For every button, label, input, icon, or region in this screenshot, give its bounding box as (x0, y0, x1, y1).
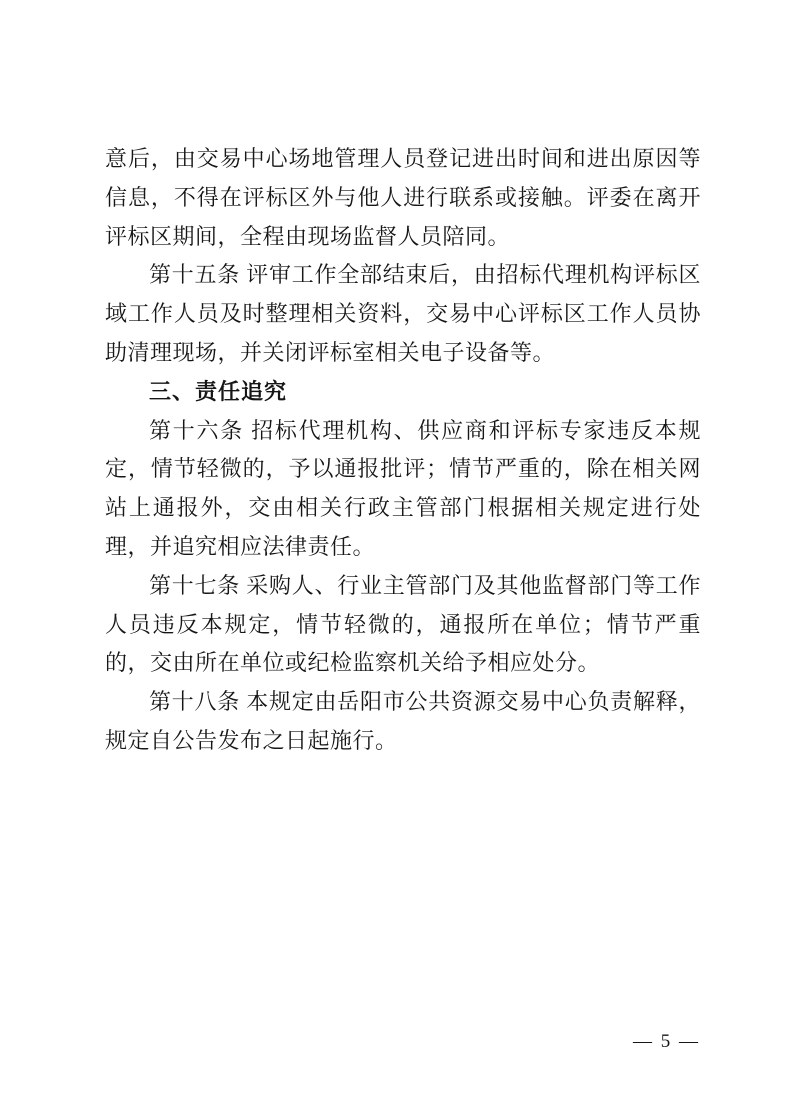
paragraph-article-17: 第十七条 采购人、行业主管部门及其他监督部门等工作人员违反本规定，情节轻微的，通报所在单位；情节严重的，交由所在单位或纪检监察机关给予相应处分。 (105, 572, 701, 676)
text-block (105, 140, 701, 761)
paragraph-article-16: 第十六条 招标代理机构、供应商和评标专家违反本规定，情节轻微的，予以通报批评；情节严重的，除在相关网站上通报外，交由相关行政主管部门根据相关规定进行处理，并追究相应法律责任。 (105, 417, 701, 559)
section-heading-responsibility: 三、责任追究 (149, 378, 288, 404)
paragraph-article-15: 第十五条 评审工作全部结束后，由招标代理机构评标区域工作人员及时整理相关资料，交易中心评标区工作人员协助清理现场，并关闭评标室相关电子设备等。 (105, 262, 701, 365)
paragraph-article-18: 第十八条 本规定由岳阳市公共资源交易中心负责解释，规定自公告发布之日起施行。 (105, 689, 701, 753)
paragraph-continuation: 意后，由交易中心场地管理人员登记进出时间和进出原因等信息，不得在评标区外与他人进行联系或接触。评委在离开评标区期间，全程由现场监督人员陪同。 (105, 146, 701, 249)
page-number: — 5 — (633, 1031, 700, 1052)
